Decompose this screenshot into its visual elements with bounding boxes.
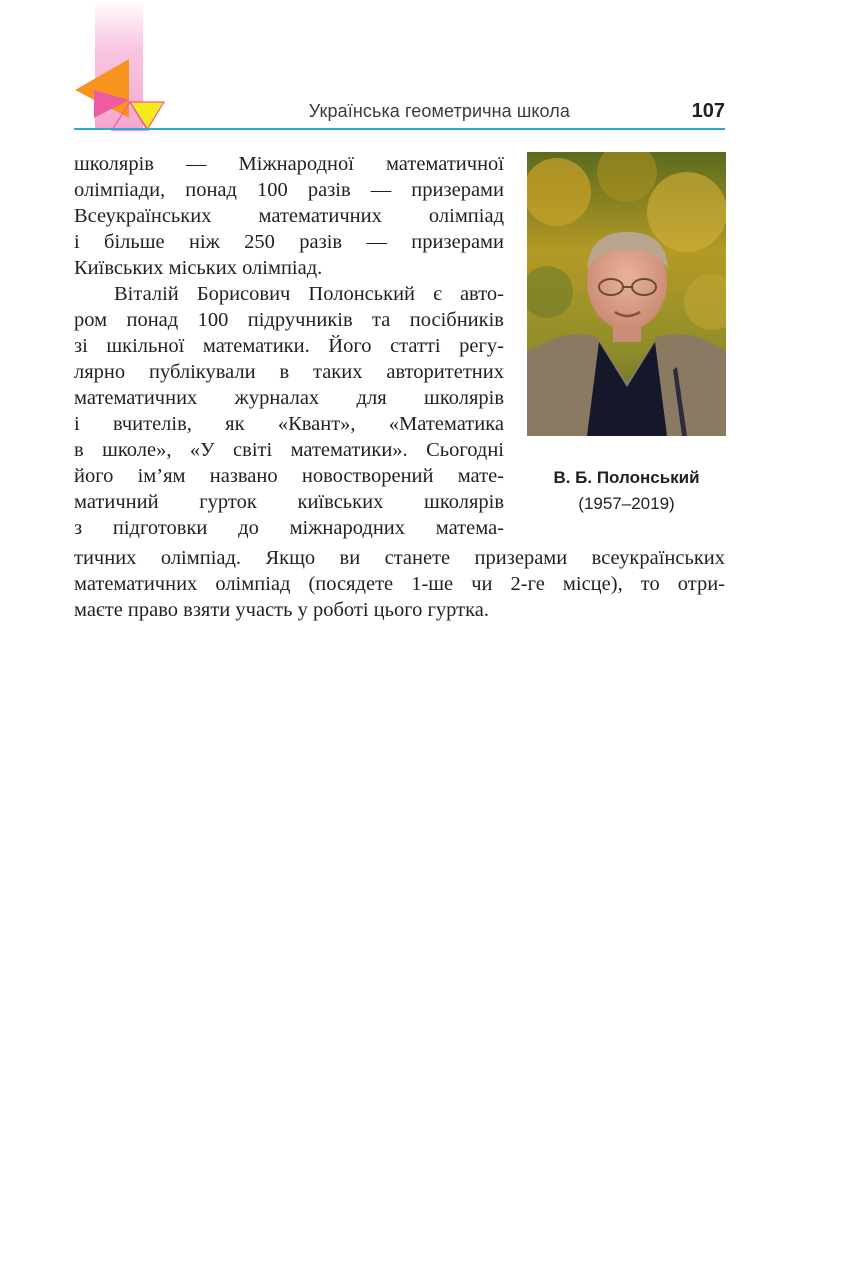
text-line: зі шкільної математики. Його статті регу-	[74, 335, 504, 357]
page-number: 107	[691, 100, 725, 122]
text-line: і вчителів, як «Квант», «Математика	[74, 413, 504, 435]
text-line: маєте право взяти участь у роботі цього гуртка.	[74, 599, 489, 621]
photo-caption-years: (1957–2019)	[578, 494, 675, 513]
text-line: школярів — Міжнародної математичної	[74, 153, 504, 175]
text-line: математичних олімпіад (посядете 1-ше чи 2-ге місце), то отри-	[74, 573, 725, 595]
text-line: Всеукраїнських математичних олімпіад	[74, 205, 504, 227]
text-line: ром понад 100 підручників та посібників	[74, 309, 504, 331]
text-full-width	[74, 545, 725, 623]
header-rule	[74, 128, 725, 130]
text-line: математичних журналах для школярів	[74, 387, 504, 409]
text-line: його ім’ям названо новостворений мате-	[74, 465, 504, 487]
text-line: олімпіади, понад 100 разів — призерами	[74, 179, 504, 201]
text-line: в школе», «У світі математики». Сьогодні	[74, 439, 504, 461]
text-line: Київських міських олімпіад.	[74, 257, 323, 279]
text-line: Віталій Борисович Полонський є авто-	[114, 283, 504, 305]
text-column	[74, 151, 504, 541]
text-line: тичних олімпіад. Якщо ви станете призерами всеукраїнських	[74, 547, 725, 569]
photo-caption-name: В. Б. Полонський	[553, 468, 700, 487]
portrait-photo	[527, 152, 726, 436]
text-line: і більше ніж 250 разів — призерами	[74, 231, 504, 253]
portrait-illustration	[527, 152, 726, 436]
text-line: з підготовки до міжнародних матема-	[74, 517, 504, 539]
text-line: матичний гурток київських школярів	[74, 491, 504, 513]
text-line: лярно публікували в таких авторитетних	[74, 361, 504, 383]
running-header-title: Українська геометрична школа	[308, 101, 570, 121]
